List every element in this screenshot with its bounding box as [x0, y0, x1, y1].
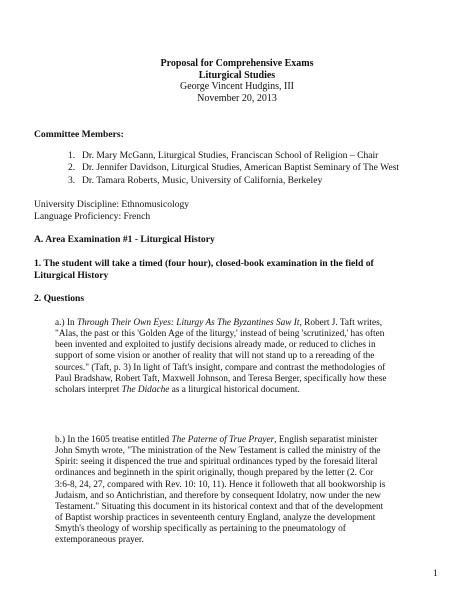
paragraph-line: Smyth's theology of worship specifically as pertaining to the pneumatology of [55, 524, 346, 535]
text-run: b.) In the 1605 treatise entitled [55, 435, 172, 445]
questions-heading: 2. Questions [34, 293, 85, 304]
author-name: George Vincent Hudgins, III [179, 81, 294, 92]
exam-description [34, 258, 434, 282]
paragraph-line: Spirit: seeing it dispenced the true and spiritual ordinances typed by the foresaid literal [55, 457, 378, 468]
title-block [0, 58, 474, 104]
paragraph-line [55, 318, 445, 329]
paragraph-line: ordinances and beginneth in the spirit originally, though prepared by the letter (2. Cor [55, 468, 374, 479]
question-b [55, 435, 445, 547]
paragraph-line: extemporaneous prayer. [55, 535, 144, 546]
paragraph-line: of Baptist worship practices in seventeenth century England, analyze the development [55, 513, 376, 524]
list-item [68, 175, 399, 187]
paragraph-line: been invented and exploited to justify decisions already made, or reduced to cliches in [55, 340, 376, 351]
paragraph-line: John Smyth wrote, "The ministration of the New Testament is called the ministry of the [55, 446, 381, 457]
list-item [68, 150, 399, 162]
university-discipline: University Discipline: Ethnomusicology [34, 199, 190, 210]
member-text: Dr. Jennifer Davidson, Liturgical Studies, American Baptist Seminary of The West [82, 162, 400, 174]
paragraph-line: Judaism, and so Antichristian, and therefore by consequent Idolatry, now under the new [55, 490, 381, 501]
text-run: a.) In [55, 318, 77, 328]
exam-description-line: 1. The student will take a timed (four hour), closed-book examination in the field of [34, 258, 374, 269]
paragraph-line: Testament." Situating this document in its historical context and that of the development [55, 501, 384, 512]
book-title: The Paterne of True Prayer [171, 435, 275, 445]
paragraph-line: sources." (Taft, p. 3) In light of Taft's insight, compare and contrast the methodologies of [55, 362, 386, 373]
text-run: as a liturgical historical document. [169, 384, 300, 395]
paragraph-line: 3:6-8, 24, 27, compared with Rev. 10: 10, 11). Hence it followeth that all bookworship is [55, 479, 386, 490]
list-number: 2. [68, 162, 76, 174]
text-run: , English separatist minister [274, 435, 378, 445]
text-run: scholars interpret [55, 384, 122, 395]
language-proficiency: Language Proficiency: French [34, 211, 151, 222]
book-title: Through Their Own Eyes: Liturgy As The Byzantines Saw It [76, 318, 300, 328]
member-text: Dr. Tamara Roberts, Music, University of California, Berkeley [82, 174, 323, 186]
question-a [55, 318, 445, 396]
member-text: Dr. Mary McGann, Liturgical Studies, Franciscan School of Religion – Chair [82, 150, 379, 161]
committee-label: Committee Members: [34, 129, 124, 140]
paragraph-line: Paul Bradshaw, Robert Taft, Maxwell Johnson, and Teresa Berger, specifically how these [55, 373, 387, 384]
exam-description-line: Liturgical History [34, 269, 109, 281]
paragraph-line [55, 385, 445, 396]
list-number: 3. [68, 174, 76, 186]
paragraph-line: "Alas, the past or this 'Golden Age of the liturgy,' instead of being 'scrutinized,' has often [55, 329, 385, 340]
committee-list [68, 150, 399, 187]
page-number: 1 [433, 568, 438, 579]
proposal-title: Proposal for Comprehensive Exams [160, 58, 314, 69]
section-heading: A. Area Examination #1 - Liturgical History [34, 234, 215, 245]
document-date: November 20, 2013 [197, 92, 277, 104]
list-number: 1. [68, 150, 76, 161]
list-item [68, 162, 399, 174]
program-title: Liturgical Studies [198, 69, 276, 81]
paragraph-line: support of some vision or another of reality that will not stand up to a rereading of the [55, 351, 375, 362]
text-run: , Robert J. Taft writes, [299, 318, 383, 328]
book-title: The Didache [121, 384, 170, 395]
paragraph-line [55, 435, 445, 446]
